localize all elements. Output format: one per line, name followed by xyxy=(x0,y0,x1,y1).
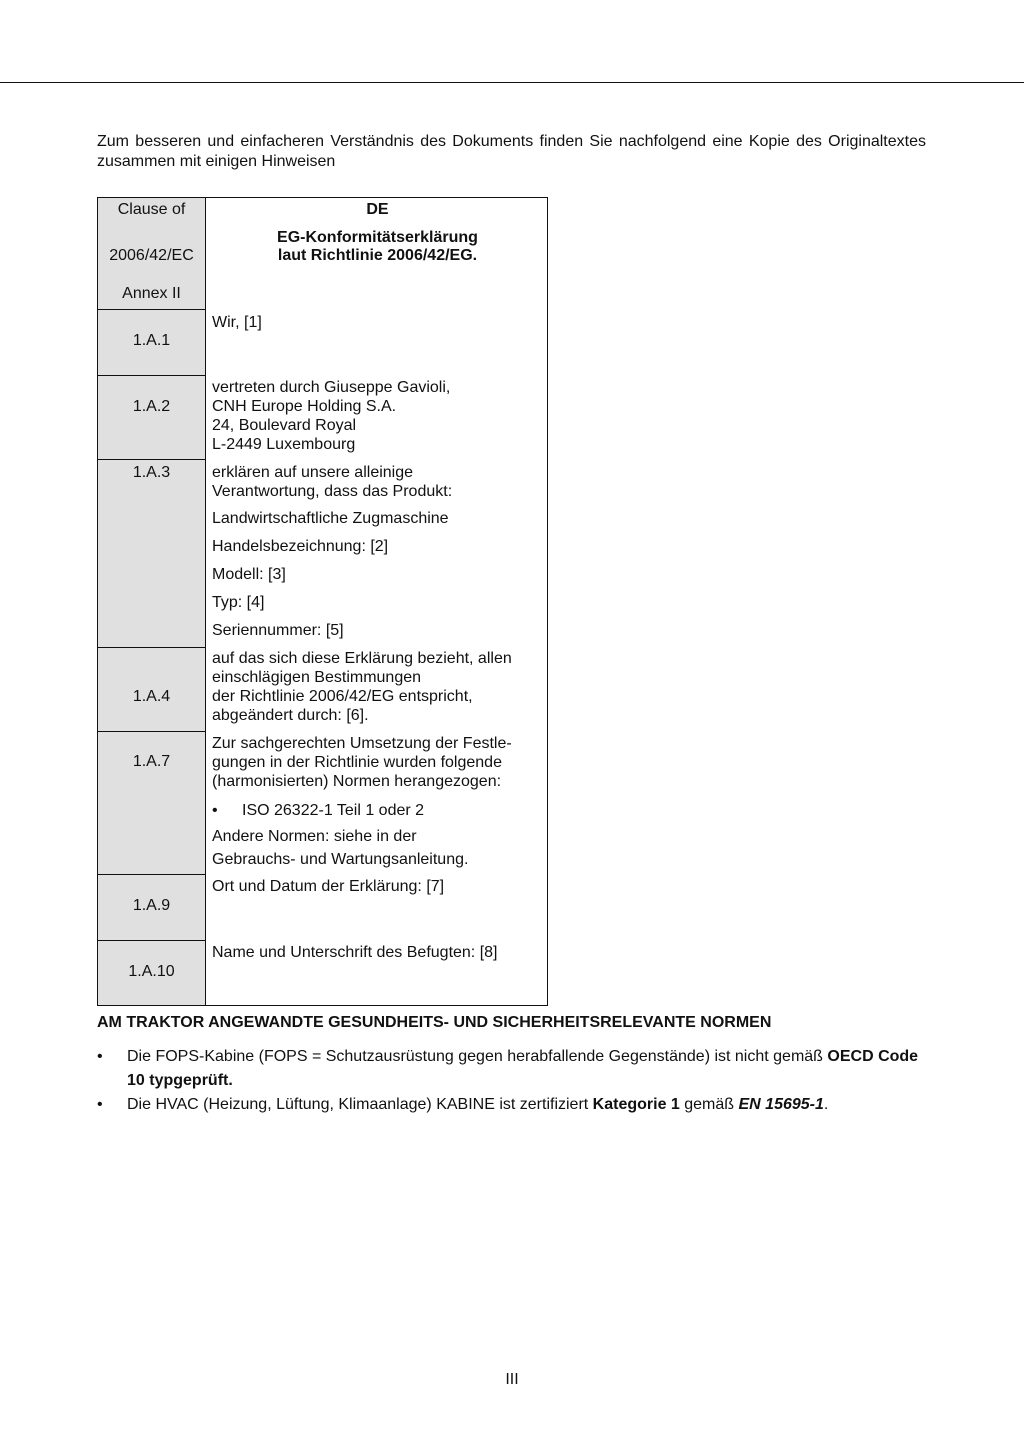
clause-1a7: 1.A.7 xyxy=(132,753,171,770)
row-separator xyxy=(98,874,206,875)
section-heading: AM TRAKTOR ANGEWANDTE GESUNDHEITS- UND SICHERHEITSRELEVANTE NORMEN xyxy=(97,1014,772,1031)
bullet-1-text: Die FOPS-Kabine (FOPS = Schutzausrüstung gegen herabfallende Gegenstände) ist nicht gemäß xyxy=(127,1048,828,1065)
row-separator xyxy=(98,940,206,941)
bullet-marker: • xyxy=(97,1096,103,1113)
bullet-1-bold: OECD Code 10 typgeprüft. xyxy=(127,1048,919,1089)
iso-bullet-marker: • xyxy=(212,802,218,819)
text-iso-standard: ISO 26322-1 Teil 1 oder 2 xyxy=(242,802,425,819)
row-separator xyxy=(98,459,206,460)
intro-paragraph: Zum besseren und einfacheren Verständnis des Dokuments finden Sie nachfolgend eine Kopie des Originaltextes zusammen mit einigen Hinweisen xyxy=(97,133,926,170)
text-bestimmungen: auf das sich diese Erklärung bezieht, allen einschlägigen Bestimmungen der Richtlinie 2006/42/EG entspricht, abgeändert durch: [6]. xyxy=(212,650,512,724)
text-seriennummer: Seriennummer: [5] xyxy=(212,622,344,639)
header-clause-of: Clause of xyxy=(117,201,186,218)
header-title-line-2: laut Richtlinie 2006/42/EG. xyxy=(277,247,478,264)
clause-1a3: 1.A.3 xyxy=(132,464,171,481)
text-andere-normen: Andere Normen: siehe in der xyxy=(212,828,417,845)
clause-column xyxy=(98,198,206,1005)
top-rule xyxy=(0,82,1024,83)
text-gebrauchsanleitung: Gebrauchs- und Wartungsanleitung. xyxy=(212,851,469,868)
bullet-2-end: . xyxy=(823,1096,829,1113)
text-handelsbezeichnung: Handelsbezeichnung: [2] xyxy=(212,538,389,555)
header-language: DE xyxy=(366,201,389,218)
bullet-2-text: Die HVAC (Heizung, Lüftung, Klimaanlage) KABINE ist zertifiziert xyxy=(127,1096,593,1113)
text-vertreten: vertreten durch Giuseppe Gavioli, CNH Europe Holding S.A. 24, Boulevard Royal L-2449 Luxembourg xyxy=(212,379,451,453)
text-wir: Wir, [1] xyxy=(212,314,262,331)
list-item xyxy=(97,1045,926,1093)
bullet-2-mid: gemäß xyxy=(679,1096,739,1113)
list-item xyxy=(97,1093,926,1117)
header-annex: Annex II xyxy=(122,285,181,302)
clause-1a9: 1.A.9 xyxy=(132,897,171,914)
row-separator xyxy=(98,309,206,310)
clause-1a10: 1.A.10 xyxy=(128,963,175,980)
row-separator xyxy=(98,731,206,732)
header-title-line-1: EG-Konformitätserklärung xyxy=(277,229,478,246)
text-typ: Typ: [4] xyxy=(212,594,265,611)
text-normen: Zur sachgerechten Umsetzung der Festle- gungen in der Richtlinie wurden folgende (harmonisierten) Normen herangezogen: xyxy=(212,735,512,790)
bullet-2-standard: EN 15695-1 xyxy=(738,1096,824,1113)
text-erklaeren: erklären auf unsere alleinige Verantwortung, dass das Produkt: xyxy=(212,464,453,500)
page-number: III xyxy=(505,1371,519,1388)
text-name-unterschrift: Name und Unterschrift des Befugten: [8] xyxy=(212,944,498,961)
text-modell: Modell: [3] xyxy=(212,566,286,583)
norms-bullet-list xyxy=(97,1045,926,1117)
clause-1a4: 1.A.4 xyxy=(132,688,171,705)
row-separator xyxy=(98,375,206,376)
text-zugmaschine: Landwirtschaftliche Zugmaschine xyxy=(212,510,449,527)
bullet-marker: • xyxy=(97,1048,103,1065)
declaration-table xyxy=(97,197,548,1006)
clause-1a2: 1.A.2 xyxy=(132,398,171,415)
text-ort-datum: Ort und Datum der Erklärung: [7] xyxy=(212,878,445,895)
header-directive: 2006/42/EC xyxy=(109,247,194,264)
clause-1a1: 1.A.1 xyxy=(132,332,171,349)
row-separator xyxy=(98,647,206,648)
bullet-2-bold-category: Kategorie 1 xyxy=(592,1096,680,1113)
